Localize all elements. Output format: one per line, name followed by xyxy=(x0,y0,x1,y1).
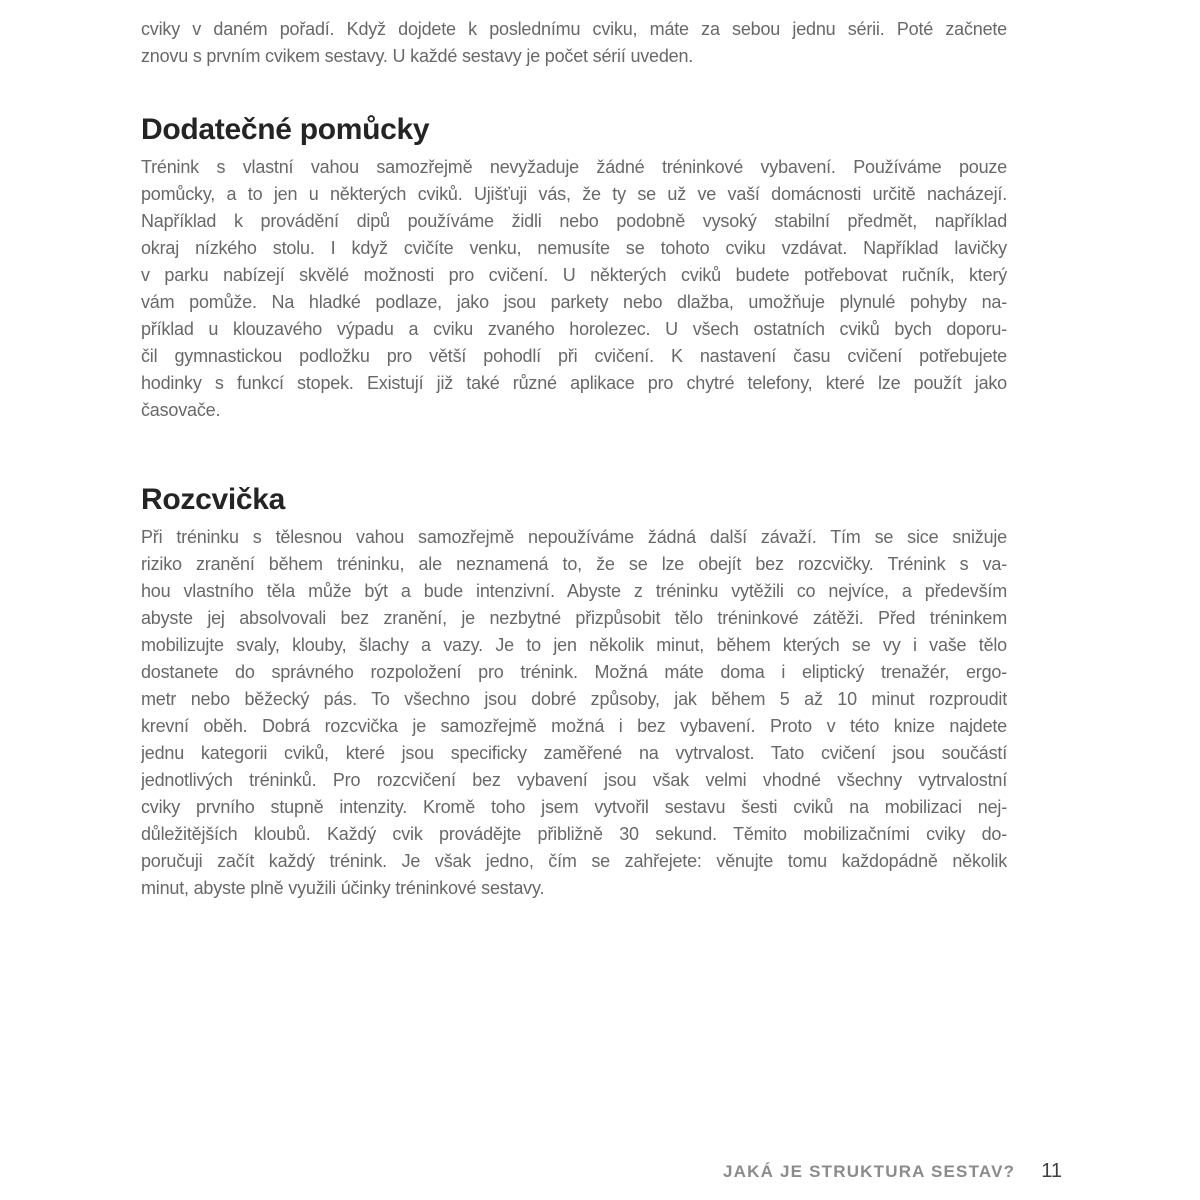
body-line: cviky v daném pořadí. Když dojdete k poslednímu cviku, máte za sebou jednu sérii. Poté začnete xyxy=(141,19,1007,39)
body-line: příklad u klouzavého výpadu a cviku zvaného horolezec. U všech ostatních cviků bych doporu- xyxy=(141,319,1007,339)
body-line: v parku nabízejí skvělé možnosti pro cvičení. U některých cviků budete potřebovat ručník, který xyxy=(141,265,1007,285)
running-title: JAKÁ JE STRUKTURA SESTAV? xyxy=(722,1162,1016,1181)
body-line: Při tréninku s tělesnou vahou samozřejmě nepoužíváme žádná další závaží. Tím se sice snižuje xyxy=(141,527,1007,547)
page-number: 11 xyxy=(1041,1160,1062,1182)
text-section xyxy=(141,110,1007,424)
body-line: cviky prvního stupně intenzity. Kromě toho jsem vytvořil sestavu šesti cviků na mobilizaci nej- xyxy=(141,797,1007,817)
body-line: čil gymnastickou podložku pro větší pohodlí při cvičení. K nastavení času cvičení potřebujete xyxy=(141,346,1007,366)
body-line: pomůcky, a to jen u některých cviků. Ujišťuji vás, že ty se už ve vaší domácnosti určitě nacházejí. xyxy=(141,184,1007,204)
page-content xyxy=(141,16,1007,902)
body-line: hou vlastního těla může být a bude intenzivní. Abyste z tréninku vytěžili co nejvíce, a především xyxy=(141,581,1007,601)
body-line: Trénink s vlastní vahou samozřejmě nevyžaduje žádné tréninkové vybavení. Používáme pouze xyxy=(141,157,1007,177)
body-line: hodinky s funkcí stopek. Existují již také různé aplikace pro chytré telefony, které lze použít jako xyxy=(141,373,1007,393)
body-line: okraj nízkého stolu. I když cvičíte venku, nemusíte se tohoto cviku vzdávat. Například lavičky xyxy=(141,238,1007,258)
body-line: Například k provádění dipů používáme židli nebo podobně vysoký stabilní předmět, například xyxy=(141,211,1007,231)
body-line: vám pomůže. Na hladké podlaze, jako jsou parkety nebo dlažba, umožňuje plynulé pohyby na- xyxy=(141,292,1007,312)
text-section xyxy=(141,16,1007,70)
body-line: metr nebo běžecký pás. To všechno jsou dobré způsoby, jak během 5 až 10 minut rozproudit xyxy=(141,689,1007,709)
body-line: minut, abyste plně využili účinky tréninkové sestavy. xyxy=(141,878,545,898)
body-line: krevní oběh. Dobrá rozcvička je samozřejmě možná i bez vybavení. Proto v této knize najdete xyxy=(141,716,1007,736)
body-line: důležitějších kloubů. Každý cvik provádějte přibližně 30 sekund. Těmito mobilizačními cviky do- xyxy=(141,824,1007,844)
body-line: znovu s prvním cvikem sestavy. U každé sestavy je počet sérií uveden. xyxy=(141,46,694,66)
body-line: časovače. xyxy=(141,400,221,420)
body-line: riziko zranění během tréninku, ale neznamená to, že se lze obejít bez rozcvičky. Trénink s va- xyxy=(141,554,1007,574)
body-line: jednu kategorii cviků, které jsou specificky zaměřené na vytrvalost. Tato cvičení jsou součástí xyxy=(141,743,1007,763)
section-heading: Dodatečné pomůcky xyxy=(141,113,430,146)
body-line: dostanete do správného rozpoložení pro trénink. Možná máte doma i eliptický trenažér, ergo- xyxy=(141,662,1007,682)
section-heading: Rozcvička xyxy=(141,483,286,516)
body-line: jednotlivých tréninků. Pro rozcvičení bez vybavení jsou však velmi vhodné všechny vytrvalostní xyxy=(141,770,1007,790)
body-line: poručuji začít každý trénink. Je však jedno, čím se zahřejete: věnujte tomu každopádně několik xyxy=(141,851,1007,871)
page-footer xyxy=(723,1160,1062,1183)
text-section xyxy=(141,480,1007,902)
body-line: mobilizujte svaly, klouby, šlachy a vazy. Je to jen několik minut, během kterých se vy i vaše tělo xyxy=(141,635,1007,655)
body-line: abyste jej absolvovali bez zranění, je nezbytné přizpůsobit tělo tréninkové zátěži. Před tréninkem xyxy=(141,608,1007,628)
